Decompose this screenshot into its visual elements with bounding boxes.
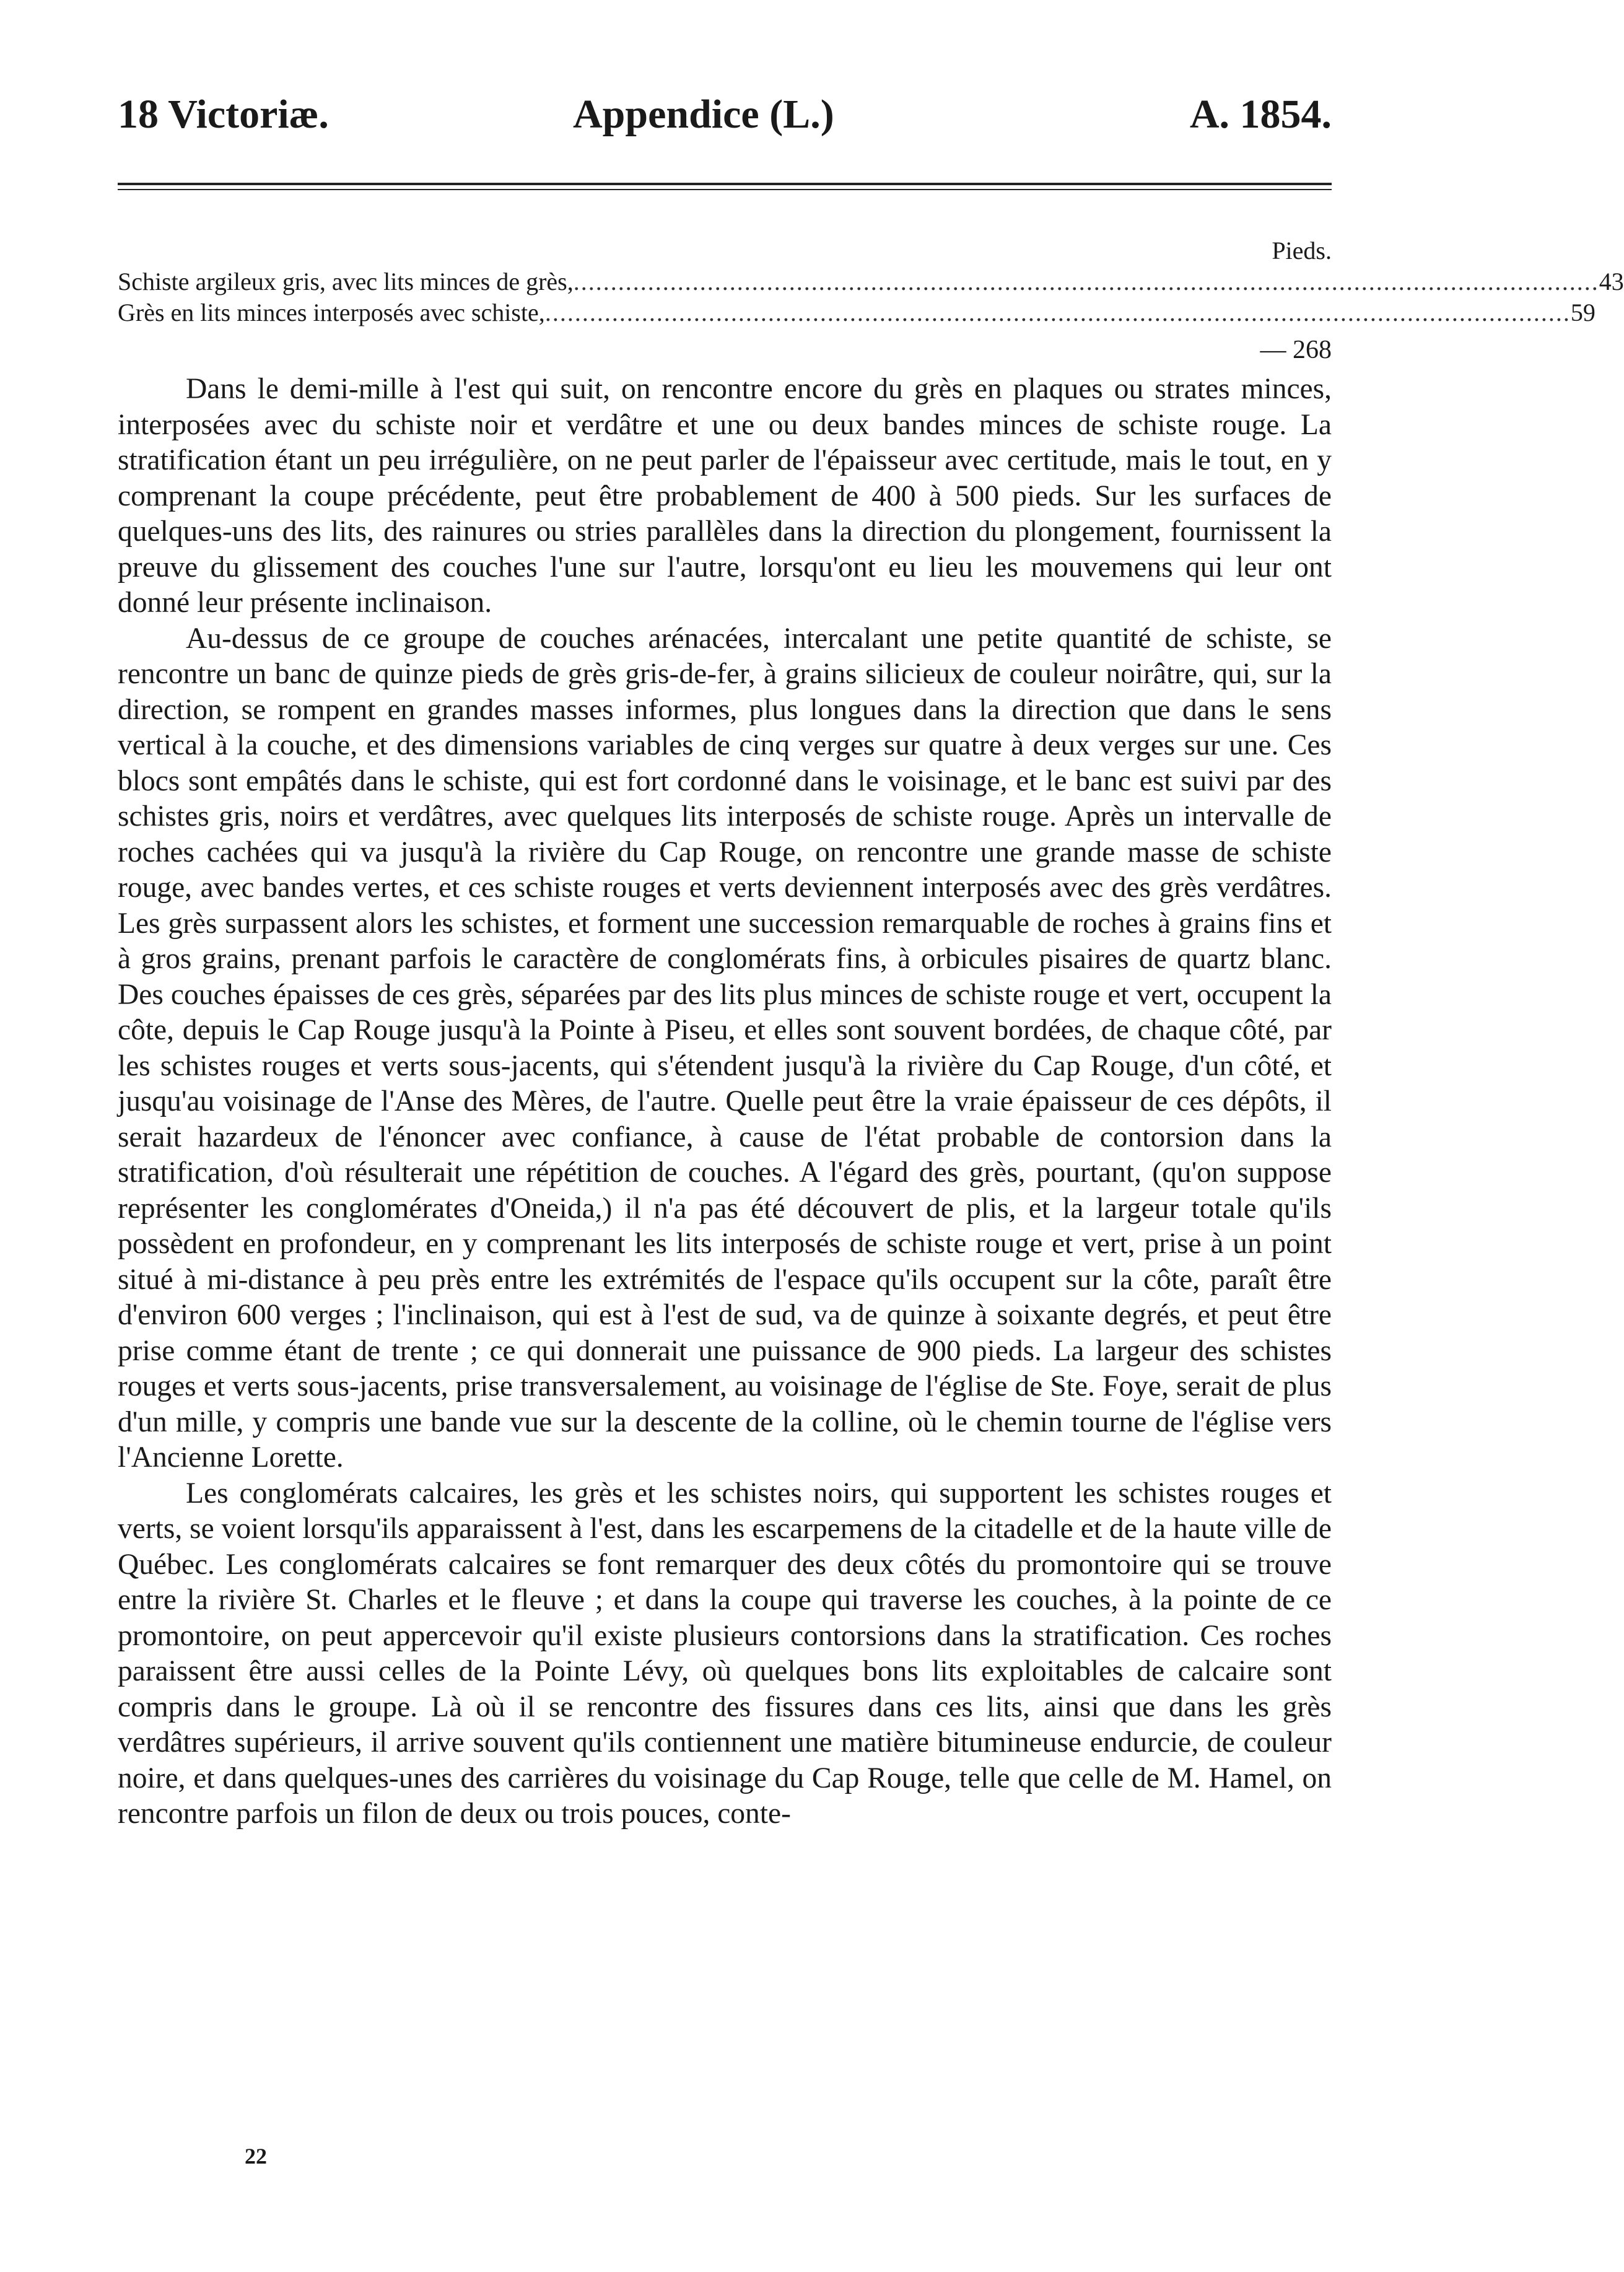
paragraph: Les conglomérats calcaires, les grès et les schistes noirs, qui supportent les schistes rouges et verts, se voient lorsqu'ils apparaissent à l'est, dans les escarpemens de la citadelle et de la haute ville de Québec. Les conglomérats calcaires se font remarquer des deux côtés du promontoire qui se trouve entre la rivière St. Charles et le fleuve ; et dans la coupe qui traverse les couches, à la pointe de ce promontoire, on peut appercevoir qu'il existe plusieurs contorsions dans la stratification. Ces roches paraissent être aussi celles de la Pointe Lévy, où quelques bons lits exploitables de calcaire sont compris dans le groupe. Là où il se rencontre des fissures dans ces lits, ainsi que dans les grès verdâtres supérieurs, il arrive souvent qu'ils contiennent une matière bitumineuse endurcie, de couleur noire, et dans quelques-unes des carrières du voisinage du Cap Rouge, telle que celle de M. Hamel, on rencontre parfois un filon de deux ou trois pouces, conte-	[118, 1477, 1332, 1830]
paragraph: Dans le demi-mille à l'est qui suit, on rencontre encore du grès en plaques ou strates minces, interposées avec du schiste noir et verdâtre et une ou deux bandes minces de schiste rouge. La stratification étant un peu irrégulière, on ne peut parler de l'épaisseur avec certitude, mais le tout, en y comprenant la coupe précédente, peut être probablement de 400 à 500 pieds. Sur les surfaces de quelques-uns des lits, des rainures ou stries parallèles dans la direction du plongement, fournissent la preuve du glissement des couches l'une sur l'autre, lorsqu'ont eu lieu les mouvemens qui leur ont donné leur présente inclinaison.	[118, 373, 1332, 619]
signature-mark: 22	[245, 2144, 267, 2169]
dot-leader: ..........................................................................................................................................	[544, 299, 1571, 326]
measurement-row	[118, 297, 1596, 328]
header-session: 18 Victoriæ.	[118, 92, 329, 137]
dot-leader: ..........................................................................................................................................	[573, 268, 1599, 295]
measurement-value: 43	[1599, 268, 1624, 295]
measurement-unit-header: Pieds.	[1272, 237, 1332, 264]
measurement-total: — 268	[1260, 336, 1332, 364]
header-year: A. 1854.	[1189, 92, 1332, 137]
measurement-value: 59	[1570, 299, 1596, 326]
measurement-label: Grès en lits minces interposés avec schiste,	[118, 299, 545, 326]
running-header	[118, 87, 1332, 142]
header-appendix: Appendice (L.)	[573, 92, 834, 137]
header-rule-thin	[118, 189, 1332, 190]
paragraph: Au-dessus de ce groupe de couches arénacées, intercalant une petite quantité de schiste, se rencontre un banc de quinze pieds de grès gris-de-fer, à grains silicieux de couleur noirâtre, qui, sur la direction, se rompent en grandes masses informes, plus longues dans la direction que dans le sens vertical à la couche, et des dimensions variables de cinq verges sur quatre à deux verges sur une. Ces blocs sont empâtés dans le schiste, qui est fort cordonné dans le voisinage, et le banc est suivi par des schistes gris, noirs et verdâtres, avec quelques lits interposés de schiste rouge. Après un intervalle de roches cachées qui va jusqu'à la rivière du Cap Rouge, on rencontre une grande masse de schiste rouge, avec bandes vertes, et ces schiste rouges et verts deviennent interposés avec des grès verdâtres. Les grès surpassent alors les schistes, et forment une succession remarquable de roches à grains fins et à gros grains, prenant parfois le caractère de conglomérats fins, à orbicules pisaires de quartz blanc. Des couches épaisses de ces grès, séparées par des lits plus minces de schiste rouge et vert, occupent la côte, depuis le Cap Rouge jusqu'à la Pointe à Piseu, et elles sont souvent bordées, de chaque côté, par les schistes rouges et verts sous-jacents, qui s'étendent jusqu'à la rivière du Cap Rouge, d'un côté, et jusqu'au voisinage de l'Anse des Mères, de l'autre. Quelle peut être la vraie épaisseur de ces dépôts, il serait hazardeux de l'énoncer avec confiance, à cause de l'état probable de contorsion dans la stratification, d'où résulterait une répétition de couches. A l'égard des grès, pourtant, (qu'on suppose représenter les conglomérates d'Oneida,) il n'a pas été découvert de plis, et la largeur totale qu'ils possèdent en profondeur, en y comprenant les lits interposés de schiste rouge et vert, prise à un point situé à mi-distance à peu près entre les extrémités de l'espace qu'ils occupent sur la côte, paraît être d'environ 600 verges ; l'inclinaison, qui est à l'est de sud, va de quinze à soixante degrés, et peut être prise comme étant de trente ; ce qui donnerait une puissance de 900 pieds. La largeur des schistes rouges et verts sous-jacents, prise transversalement, au voisinage de l'église de Ste. Foye, serait de plus d'un mille, y compris une bande vue sur la descente de la colline, où le chemin tourne de l'église vers l'Ancienne Lorette.	[118, 622, 1332, 1474]
measurement-row	[118, 266, 1624, 297]
body-text	[118, 372, 1332, 1832]
measurement-label: Schiste argileux gris, avec lits minces de grès,	[118, 268, 574, 295]
header-rule-thick	[118, 183, 1332, 185]
